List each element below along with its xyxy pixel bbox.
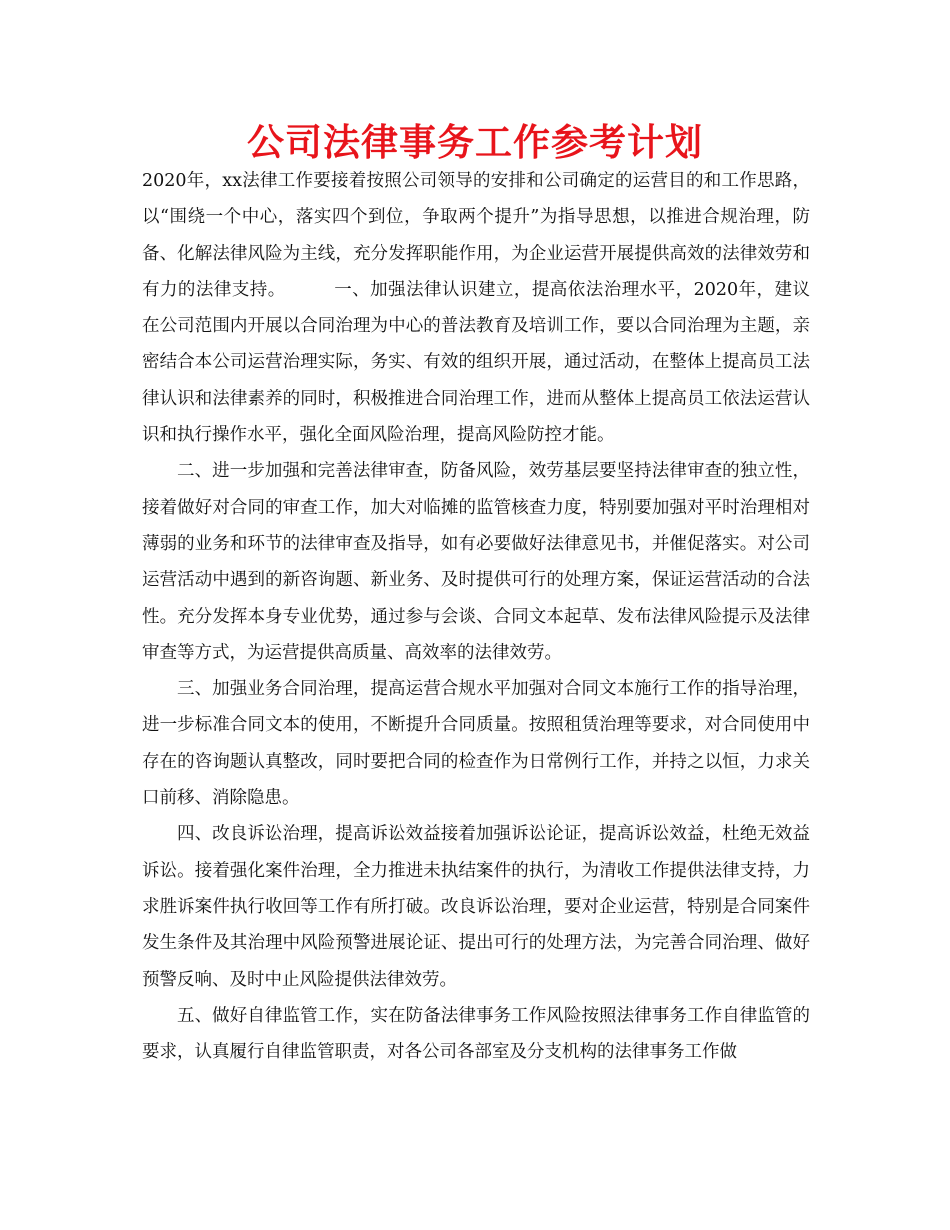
document-body — [142, 163, 810, 1070]
paragraph-section-5: 五、做好自律监管工作，实在防备法律事务工作风险按照法律事务工作自律监管的要求，认真履行自律监管职责，对各公司各部室及分支机构的法律事务工作做 — [142, 1005, 810, 1063]
paragraph-section-2: 二、进一步加强和完善法律审查，防备风险，效劳基层要坚持法律审查的独立性，接着做好对合同的审查工作，加大对临摊的监管核查力度，特别要加强对平时治理相对薄弱的业务和环节的法律审查及指导，如有必要做好法律意见书，并催促落实。对公司运营活动中遇到的新咨询题、新业务、及时提供可行的处理方案，保证运营活动的合法性。充分发挥本身专业优势，通过参与会谈、合同文本起草、发布法律风险提示及法律审查等方式，为运营提供高质量、高效率的法律效劳。 — [142, 461, 810, 663]
paragraph-section-4: 四、改良诉讼治理，提高诉讼效益接着加强诉讼论证，提高诉讼效益，杜绝无效益诉讼。接着强化案件治理，全力推进未执结案件的执行，为清收工作提供法律支持，力求胜诉案件执行收回等工作有所打破。改良诉讼治理，要对企业运营，特别是合同案件发生条件及其治理中风险预警进展论证、提出可行的处理方法，为完善合同治理、做好预警反响、及时中止风险提供法律效劳。 — [142, 824, 810, 990]
paragraph-intro-text: 2020年，xx法律工作要接着按照公司领导的安排和公司确定的运营目的和工作思路，以“围绕一个中心，落实四个到位，争取两个提升”为指导思想，以推进合规治理，防备、化解法律风险为主线，充分发挥职能作用，为企业运营开展提供高效的法律效劳和有力的法律支持。 — [142, 171, 810, 300]
paragraph-intro — [142, 163, 810, 453]
document-title: 公司法律事务工作参考计划 — [247, 121, 703, 164]
paragraph-section-3: 三、加强业务合同治理，提高运营合规水平加强对合同文本施行工作的指导治理，进一步标准合同文本的使用，不断提升合同质量。按照租赁治理等要求，对合同使用中存在的咨询题认真整改，同时要把合同的检查作为日常例行工作，并持之以恒，力求关口前移、消除隐患。 — [142, 679, 810, 809]
paragraph-section-1: 一、加强法律认识建立，提高依法治理水平，2020年，建议在公司范围内开展以合同治理为中心的普法教育及培训工作，要以合同治理为主题，亲密结合本公司运营治理实际，务实、有效的组织开展，通过活动，在整体上提高员工法律认识和法律素养的同时，积极推进合同治理工作，进而从整体上提高员工依法运营认识和执行操作水平，强化全面风险治理，提高风险防控才能。 — [142, 279, 810, 446]
